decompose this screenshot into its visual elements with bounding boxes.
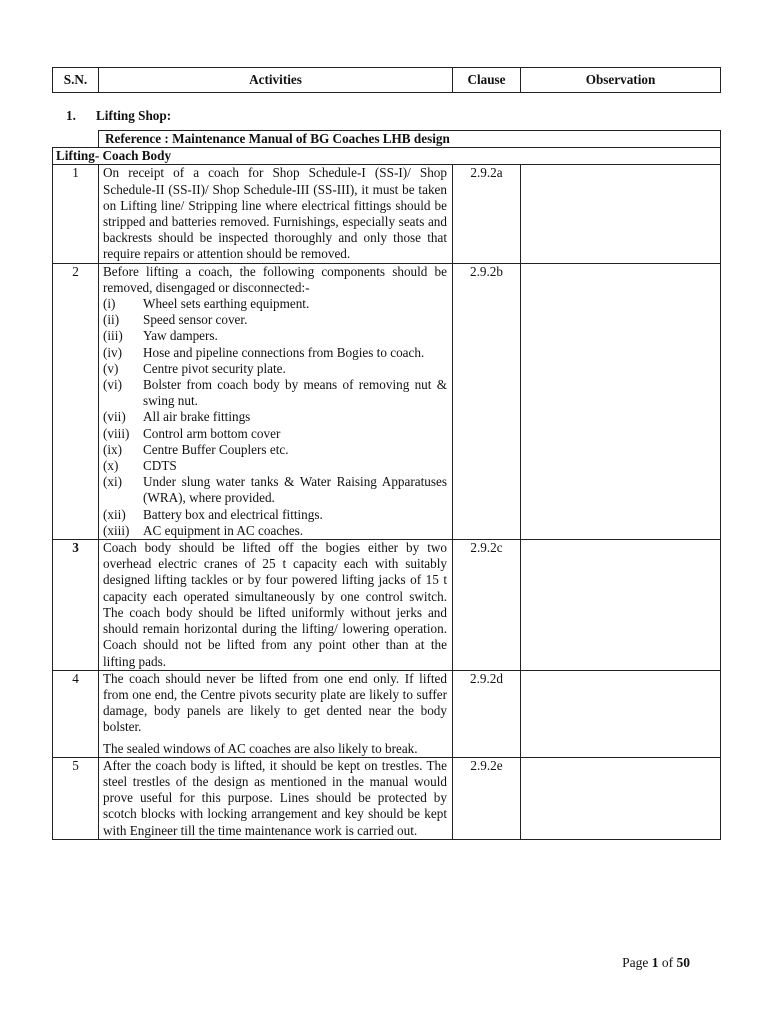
section-title: Lifting Shop: bbox=[96, 108, 172, 123]
row-clause: 2.9.2e bbox=[453, 757, 521, 839]
row-observation bbox=[521, 757, 721, 839]
list-item bbox=[103, 328, 447, 344]
list-item bbox=[103, 474, 447, 506]
table-row bbox=[53, 540, 721, 671]
list-item-label: (xii) bbox=[103, 506, 126, 522]
list-item-text: Bolster from coach body by means of removing nut & swing nut. bbox=[143, 377, 447, 409]
row-clause: 2.9.2c bbox=[453, 540, 521, 671]
list-item bbox=[103, 507, 447, 523]
row-clause: 2.9.2b bbox=[453, 263, 521, 539]
section-heading bbox=[66, 108, 171, 124]
list-item-label: (vi) bbox=[103, 377, 123, 393]
row-activity bbox=[99, 165, 453, 263]
list-item bbox=[103, 409, 447, 425]
row-activity bbox=[99, 757, 453, 839]
list-item-label: (iii) bbox=[103, 328, 123, 344]
row-sn: 1 bbox=[53, 165, 99, 263]
list-item-label: (xi) bbox=[103, 474, 123, 490]
table-row bbox=[53, 757, 721, 839]
list-item-text: CDTS bbox=[143, 458, 177, 474]
list-item-label: (iv) bbox=[103, 344, 123, 360]
list-item-text: Centre Buffer Couplers etc. bbox=[143, 441, 289, 457]
list-item bbox=[103, 296, 447, 312]
list-item bbox=[103, 523, 447, 539]
row-observation bbox=[521, 165, 721, 263]
reference-text: Reference : Maintenance Manual of BG Coaches LHB design bbox=[99, 131, 721, 148]
row-observation bbox=[521, 670, 721, 757]
row-activity bbox=[99, 670, 453, 757]
page-label: Page bbox=[622, 955, 649, 970]
page-footer bbox=[622, 955, 690, 971]
row-observation bbox=[521, 263, 721, 539]
list-item-text: Control arm bottom cover bbox=[143, 425, 281, 441]
list-item-text: Centre pivot security plate. bbox=[143, 360, 286, 376]
list-item-text: Wheel sets earthing equipment. bbox=[143, 296, 310, 312]
column-header-table bbox=[52, 67, 721, 93]
list-item-label: (i) bbox=[103, 296, 116, 312]
list-item bbox=[103, 458, 447, 474]
row-sn: 5 bbox=[53, 757, 99, 839]
list-item bbox=[103, 442, 447, 458]
header-observation: Observation bbox=[521, 68, 721, 93]
list-item bbox=[103, 426, 447, 442]
header-clause: Clause bbox=[453, 68, 521, 93]
page-total: 50 bbox=[676, 955, 690, 970]
section-number: 1. bbox=[66, 108, 76, 123]
list-item-text: Under slung water tanks & Water Raising Apparatuses (WRA), where provided. bbox=[143, 474, 447, 506]
table-row bbox=[53, 670, 721, 757]
page-of: of bbox=[661, 955, 674, 970]
list-item-text: All air brake fittings bbox=[143, 409, 251, 425]
list-item-label: (v) bbox=[103, 360, 119, 376]
activity-paragraph: Before lifting a coach, the following components should be removed, disengaged or disconnected:- bbox=[103, 263, 447, 295]
list-item-label: (vii) bbox=[103, 409, 126, 425]
list-item-label: (ix) bbox=[103, 441, 123, 457]
list-item bbox=[103, 312, 447, 328]
list-item bbox=[103, 345, 447, 361]
row-sn: 2 bbox=[53, 263, 99, 539]
page-current: 1 bbox=[651, 955, 659, 970]
list-item-label: (viii) bbox=[103, 425, 130, 441]
row-clause: 2.9.2a bbox=[453, 165, 521, 263]
subsection-title: Lifting- Coach Body bbox=[53, 148, 721, 165]
table-row bbox=[53, 263, 721, 539]
header-sn: S.N. bbox=[53, 68, 99, 93]
activity-paragraph: The coach should never be lifted from one end only. If lifted from one end, the Centre pivots security plate are likely to suffer damage, body panels are likely to get dented near the body bolster. bbox=[103, 670, 447, 735]
row-sn: 3 bbox=[53, 540, 99, 671]
table-row bbox=[53, 165, 721, 263]
row-clause: 2.9.2d bbox=[453, 670, 521, 757]
row-activity bbox=[99, 540, 453, 671]
list-item-label: (xiii) bbox=[103, 522, 130, 538]
list-item bbox=[103, 361, 447, 377]
list-item-label: (x) bbox=[103, 458, 119, 474]
list-item-text: Speed sensor cover. bbox=[143, 312, 248, 328]
list-item-text: Yaw dampers. bbox=[143, 328, 218, 344]
row-observation bbox=[521, 540, 721, 671]
header-activities: Activities bbox=[99, 68, 453, 93]
activity-paragraph: On receipt of a coach for Shop Schedule-I (SS-I)/ Shop Schedule-II (SS-II)/ Shop Schedule-III (SS-III), it must be taken on Lifting line/ Stripping line where electrical fittings should be stripped and batteries removed. Furnishings, especially seats and backrests should be inspected thoroughly and only those that require repairs or attention should be removed. bbox=[103, 165, 447, 262]
component-list bbox=[103, 296, 447, 539]
list-item-label: (ii) bbox=[103, 312, 120, 328]
checklist-table bbox=[52, 130, 721, 840]
subsection-row bbox=[53, 148, 721, 165]
list-item-text: AC equipment in AC coaches. bbox=[143, 522, 304, 538]
list-item-text: Battery box and electrical fittings. bbox=[143, 506, 323, 522]
list-item bbox=[103, 377, 447, 409]
activity-paragraph: After the coach body is lifted, it should be kept on trestles. The steel trestles of the design as mentioned in the manual would prove useful for this purpose. Lines should be protected by scotch blocks with locking arrangement and key should be kept with Engineer till the time maintenance work is carried out. bbox=[103, 757, 447, 838]
row-activity bbox=[99, 263, 453, 539]
reference-row bbox=[53, 131, 721, 148]
row-sn: 4 bbox=[53, 670, 99, 757]
activity-paragraph: The sealed windows of AC coaches are also likely to break. bbox=[103, 740, 418, 756]
list-item-text: Hose and pipeline connections from Bogies to coach. bbox=[143, 344, 425, 360]
activity-paragraph: Coach body should be lifted off the bogies either by two overhead electric cranes of 25 t capacity each with suitably designed lifting tackles or by four powered lifting jacks of 15 t capacity each operated simultaneously by one control switch. The coach body should be lifted uniformly without jerks and should remain horizontal during the lifting/ lowering operation. Coach should not be lifted from any point other than at the lifting pads. bbox=[103, 540, 447, 669]
